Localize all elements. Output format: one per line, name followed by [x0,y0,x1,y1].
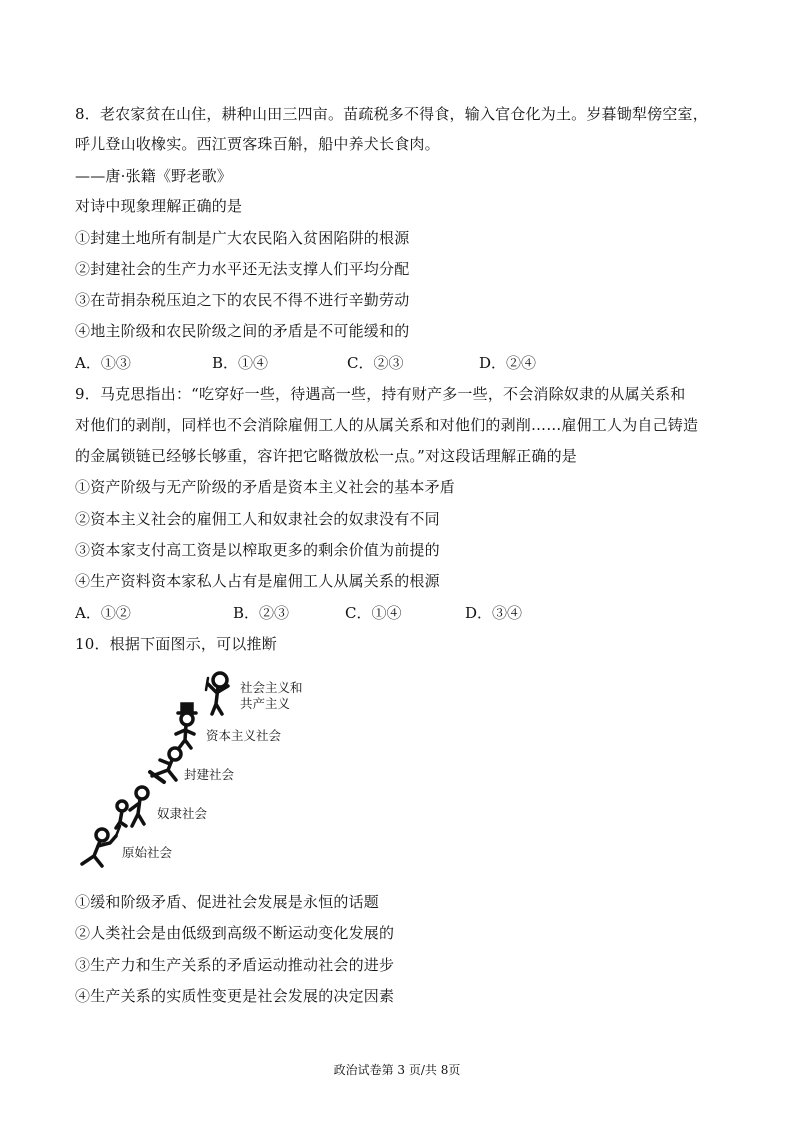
q9-statement-3: ③资本家支付高工资是以榨取更多的剩余价值为前提的 [75,541,440,559]
q9-option-d[interactable]: D．③④ [465,604,523,622]
q8-option-a[interactable]: A．①③ [75,354,131,372]
q8-option-d[interactable]: D．②④ [479,354,537,372]
q9-option-c[interactable]: C．①④ [345,604,402,622]
q10-statement-2: ②人类社会是由低级到高级不断运动变化发展的 [75,924,395,942]
q8-statement-3: ③在苛捐杂税压迫之下的农民不得不进行辛勤劳动 [75,291,410,309]
stage-label-slave: 奴隶社会 [157,806,208,821]
q9-text-line-3: 的金属锁链已经够长够重，容许把它略微放松一点。”对这段话理解正确的是 [75,447,577,465]
stage-label-socialist-line-2: 共产主义 [240,696,291,711]
q9-text-line-1: 9．马克思指出：“吃穿好一些，待遇高一些，持有财产多一些，不会消除奴隶的从属关系和 [75,385,686,403]
q8-option-c[interactable]: C．②③ [347,354,404,372]
q8-statement-4: ④地主阶级和农民阶级之间的矛盾是不可能缓和的 [75,322,410,340]
q9-option-b[interactable]: B．②③ [233,604,290,622]
q8-text-line-1: 8．老农家贫在山住，耕种山田三四亩。苗疏税多不得食，输入官仓化为土。岁暮锄犁傍空室， [75,105,708,123]
q8-text-line-2: 呼儿登山收橡实。西江贾客珠百斛，船中养犬长食肉。 [75,135,440,153]
q8-poem-source: ——唐·张籍《野老歌》 [75,167,232,185]
primitive-figure-icon [82,826,120,866]
stage-label-socialist-line-1: 社会主义和 [240,680,303,695]
capitalist-figure-icon [176,704,196,748]
q9-text-line-2: 对他们的剥削，同样也不会消除雇佣工人的从属关系和对他们的剥削……雇佣工人为自己铸造 [75,416,699,434]
q10-text: 10．根据下面图示，可以推断 [75,635,277,653]
q9-option-a[interactable]: A．①② [75,604,131,622]
q10-statement-1: ①缓和阶级矛盾、促进社会发展是永恒的话题 [75,893,380,911]
q8-statement-1: ①封建土地所有制是广大农民陷入贫困陷阱的根源 [75,229,410,247]
q9-statement-2: ②资本主义社会的雇佣工人和奴隶社会的奴隶没有不同 [75,510,440,528]
page-footer: 政治试卷第 3 页/共 8页 [333,1063,461,1077]
stage-label-feudal: 封建社会 [184,767,235,782]
q8-option-b[interactable]: B．①④ [212,354,269,372]
q10-statement-3: ③生产力和生产关系的矛盾运动推动社会的进步 [75,956,395,974]
q9-statement-4: ④生产资料资本家私人占有是雇佣工人从属关系的根源 [75,572,440,590]
stage-label-primitive: 原始社会 [122,845,173,860]
q8-prompt: 对诗中现象理解正确的是 [75,197,243,215]
q8-statement-2: ②封建社会的生产力水平还无法支撑人们平均分配 [75,260,410,278]
q10-statement-4: ④生产关系的实质性变更是社会发展的决定因素 [75,987,395,1005]
stage-label-capitalist: 资本主义社会 [206,728,282,743]
society-stages-figure [72,668,332,883]
q9-statement-1: ①资产阶级与无产阶级的矛盾是资本主义社会的基本矛盾 [75,478,456,496]
feudal-figure-icon [150,748,181,782]
socialist-figure-icon [206,673,228,714]
slave-figure-icon [116,787,148,828]
